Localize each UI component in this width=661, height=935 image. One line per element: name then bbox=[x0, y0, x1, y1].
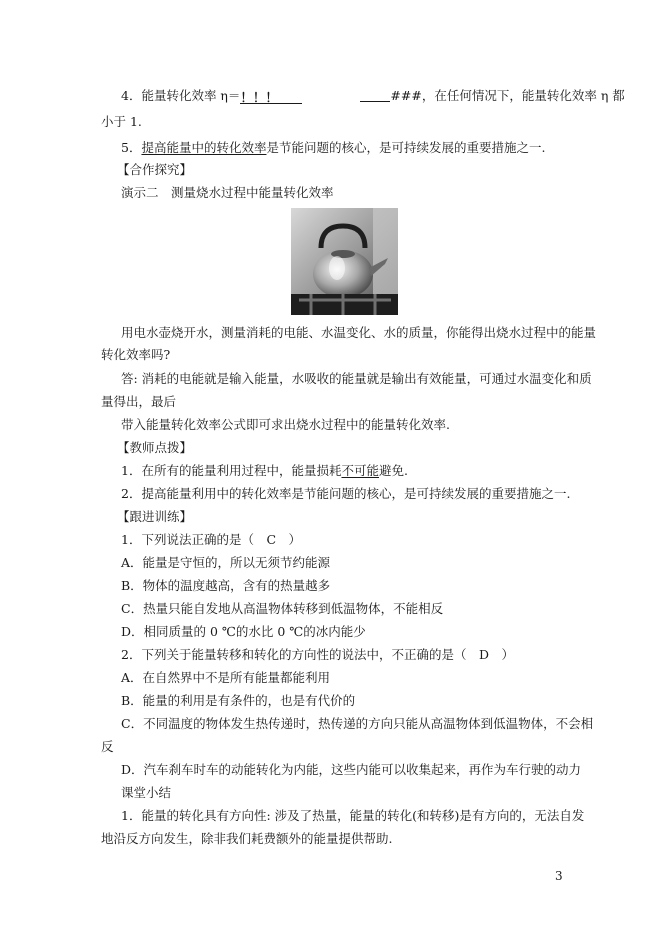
kettle-photo bbox=[291, 208, 398, 315]
teacher-point-1 bbox=[121, 462, 408, 480]
item-number: 5． bbox=[121, 140, 142, 155]
section-heading-teacher: 【教师点拨】 bbox=[117, 440, 193, 455]
fill-blank-2 bbox=[360, 87, 390, 102]
line-efficiency-definition bbox=[121, 87, 625, 105]
line-less-than-one: 小于 1. bbox=[101, 114, 142, 129]
q1-option-c: C．热量只能自发地从高温物体转移到低温物体，不能相反 bbox=[121, 601, 444, 616]
underlined-phrase: 提高能量中的转化效率 bbox=[141, 140, 267, 155]
item-rest: 是节能问题的核心，是可持续发展的重要措施之一. bbox=[266, 140, 546, 155]
answer-line-3: 带入能量转化效率公式即可求出烧水过程中的能量转化效率. bbox=[121, 417, 450, 432]
point-1-underlined: 不可能 bbox=[341, 463, 379, 478]
q2-option-a: A．在自然界中不是所有能量都能利用 bbox=[121, 670, 331, 685]
question-line-1: 用电水壶烧开水，测量消耗的电能、水温变化、水的质量，你能得出烧水过程中的能量 bbox=[121, 325, 597, 340]
q2-option-c-cont: 反 bbox=[101, 739, 114, 754]
summary-heading: 课堂小结 bbox=[121, 785, 172, 800]
line-improve-efficiency bbox=[121, 139, 545, 157]
question-line-2: 转化效率吗? bbox=[101, 347, 171, 362]
summary-line-1: 1．能量的转化具有方向性: 涉及了热量，能量的转化(和转移)是有方向的，无法自发 bbox=[121, 808, 585, 823]
section-heading-practice: 【跟进训练】 bbox=[117, 509, 193, 524]
answer-line-2: 量得出，最后 bbox=[101, 394, 177, 409]
efficiency-text-start: 4．能量转化效率 η＝ bbox=[121, 88, 241, 103]
q2-option-c: C．不同温度的物体发生热传递时，热传递的方向只能从高温物体到低温物体，不会相 bbox=[121, 716, 594, 731]
summary-line-2: 地沿反方向发生，除非我们耗费额外的能量提供帮助. bbox=[101, 831, 393, 846]
section-heading-cooperative: 【合作探究】 bbox=[117, 162, 193, 177]
demo-title: 演示二 测量烧水过程中能量转化效率 bbox=[121, 185, 334, 200]
point-1-start: 1．在所有的能量利用过程中，能量损耗 bbox=[121, 463, 342, 478]
efficiency-text-end: ###，在任何情况下，能量转化效率 η 都 bbox=[390, 88, 625, 103]
answer-line-1: 答: 消耗的电能就是输入能量，水吸收的能量就是输出有效能量，可通过水温变化和质 bbox=[121, 371, 592, 386]
fill-blank-1 bbox=[240, 89, 302, 104]
q2-option-d: D．汽车刹车时车的动能转化为内能，这些内能可以收集起来，再作为车行驶的动力 bbox=[121, 762, 582, 777]
question-2: 2．下列关于能量转移和转化的方向性的说法中，不正确的是（ D ） bbox=[121, 647, 514, 662]
q1-option-d: D．相同质量的 0 ℃的水比 0 ℃的冰内能少 bbox=[121, 624, 366, 639]
point-1-end: 避免. bbox=[378, 463, 408, 478]
blank-marks: ！！！ bbox=[240, 90, 278, 105]
teacher-point-2: 2．提高能量利用中的转化效率是节能问题的核心，是可持续发展的重要措施之一. bbox=[121, 486, 571, 501]
kettle-icon bbox=[291, 208, 398, 315]
question-1: 1．下列说法正确的是（ C ） bbox=[121, 532, 302, 547]
q1-option-a: A．能量是守恒的，所以无须节约能源 bbox=[121, 555, 331, 570]
page-number: 3 bbox=[555, 869, 563, 883]
q1-option-b: B．物体的温度越高，含有的热量越多 bbox=[121, 578, 331, 593]
q2-option-b: B．能量的利用是有条件的，也是有代价的 bbox=[121, 693, 356, 708]
